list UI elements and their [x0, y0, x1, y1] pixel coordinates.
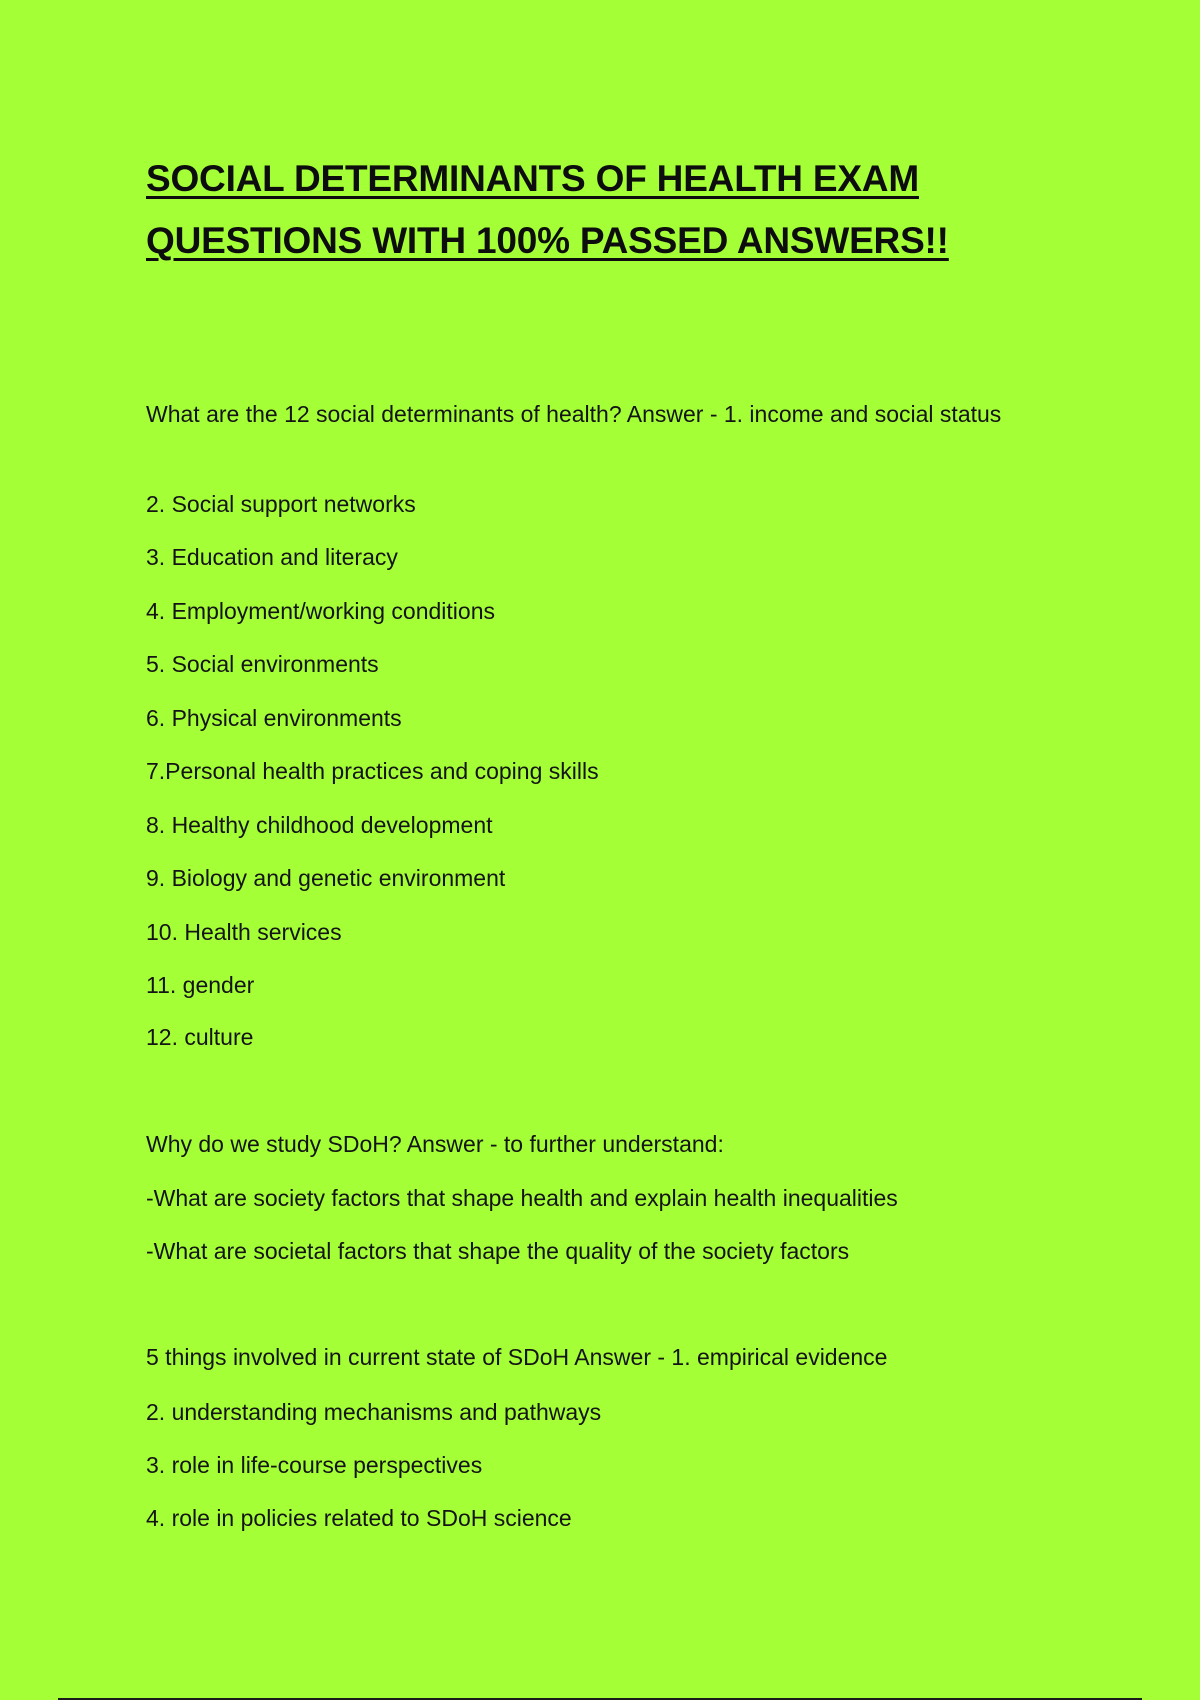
question-3-text: 5 things involved in current state of SDoH Answer - 1. empirical evidence — [146, 1344, 888, 1370]
answer-line: 4. Employment/working conditions — [146, 598, 495, 624]
title-line-2: QUESTIONS WITH 100% PASSED ANSWERS!! — [146, 220, 949, 261]
answer-line: 3. role in life-course perspectives — [146, 1452, 483, 1478]
answer-line: 9. Biology and genetic environment — [146, 865, 506, 891]
question-2-text: Why do we study SDoH? Answer - to further understand: — [146, 1131, 724, 1157]
answer-line: 8. Healthy childhood development — [146, 812, 493, 838]
answer-line: -What are societal factors that shape the quality of the society factors — [146, 1238, 850, 1264]
answer-line: 5. Social environments — [146, 651, 379, 677]
answer-line: 3. Education and literacy — [146, 544, 398, 570]
answer-line: -What are society factors that shape health and explain health inequalities — [146, 1185, 898, 1211]
answer-line: 2. Social support networks — [146, 491, 416, 517]
answer-line: 7.Personal health practices and coping skills — [146, 758, 599, 784]
answer-line: 11. gender — [146, 972, 255, 998]
answer-line: 12. culture — [146, 1024, 254, 1050]
answer-line: 6. Physical environments — [146, 705, 402, 731]
question-1-text: What are the 12 social determinants of health? Answer - 1. income and social status — [146, 401, 1002, 427]
title-line-1: SOCIAL DETERMINANTS OF HEALTH EXAM — [146, 158, 919, 199]
answer-line: 10. Health services — [146, 919, 342, 945]
answer-line: 2. understanding mechanisms and pathways — [146, 1399, 602, 1425]
document-title — [146, 148, 1086, 272]
answer-line: 4. role in policies related to SDoH science — [146, 1505, 572, 1531]
